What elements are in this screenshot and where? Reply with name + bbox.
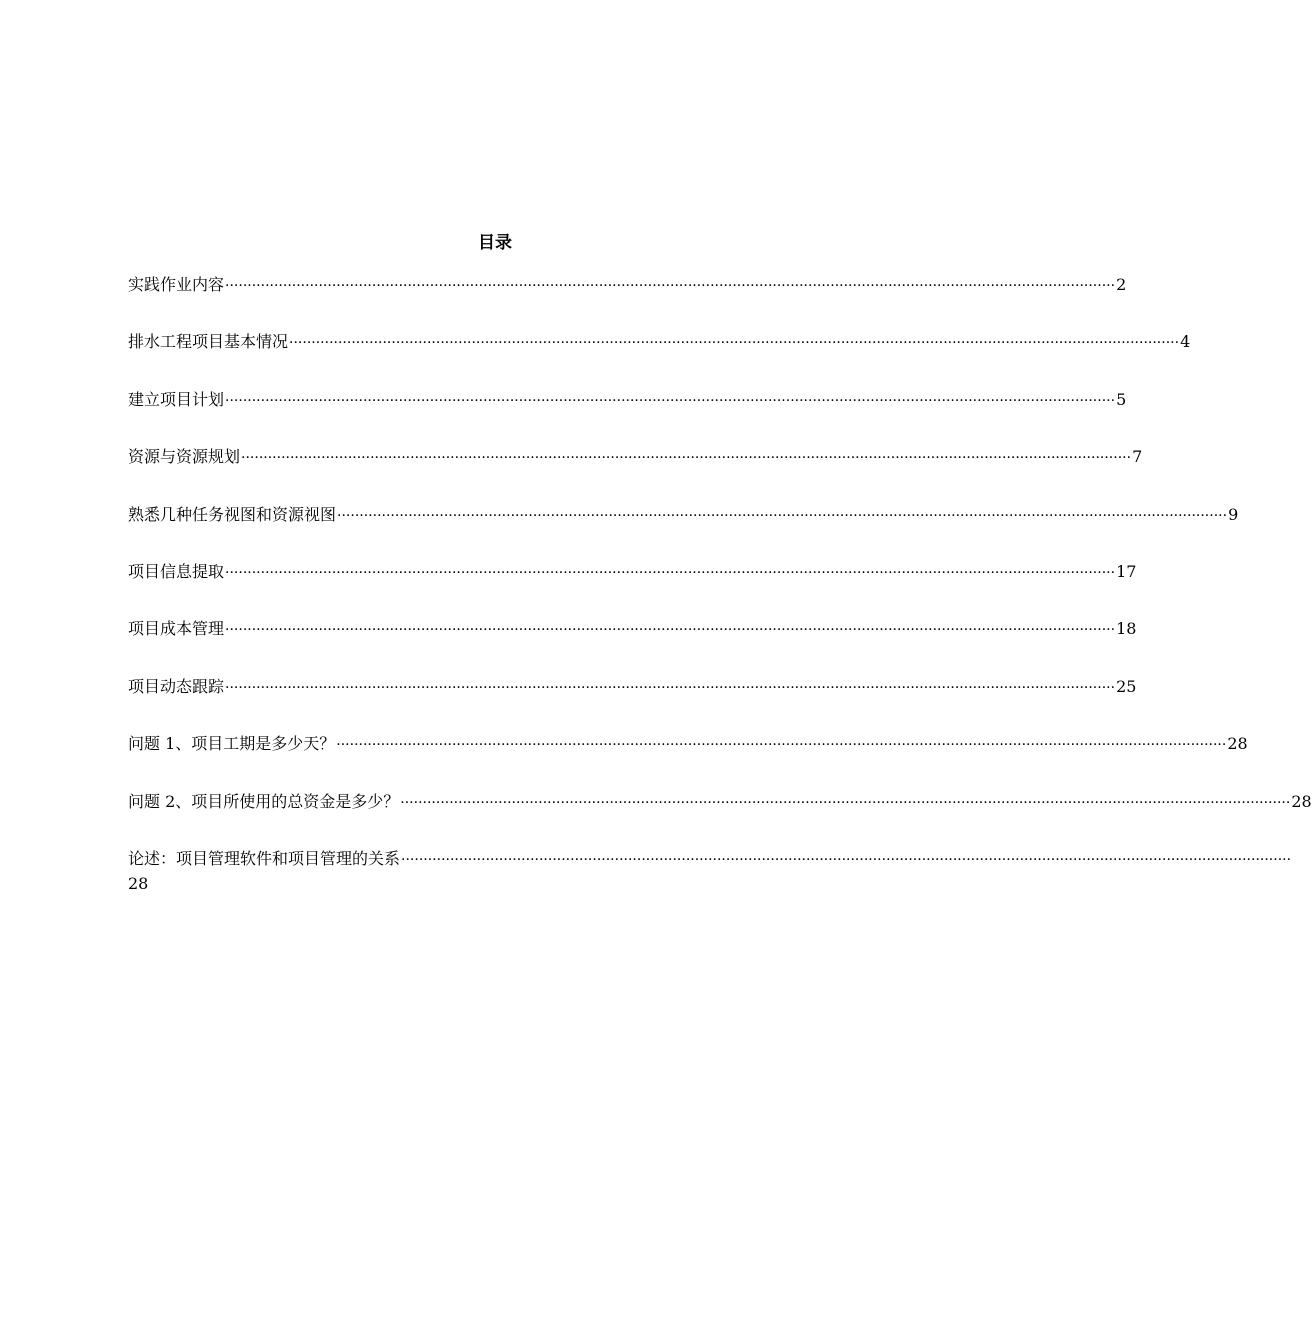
toc-entry[interactable] (128, 559, 1137, 616)
toc-entry[interactable] (128, 387, 1127, 444)
toc-entry-label: 项目信息提取 (128, 561, 225, 581)
toc-entry-line (128, 846, 1292, 873)
toc-list (128, 272, 1312, 895)
toc-entry[interactable] (128, 731, 1248, 788)
toc-entry[interactable] (128, 616, 1137, 673)
toc-entry-page: 9 (1228, 504, 1239, 524)
toc-entry-label: 资源与资源规划 (128, 447, 241, 467)
toc-entry-page: 7 (1132, 447, 1143, 467)
dot-leader: ········································································································································································································ (400, 794, 1291, 811)
dot-leader: ········································································································································································································ (401, 851, 1292, 868)
toc-entry[interactable] (128, 329, 1191, 386)
toc-title: 目录 (478, 233, 512, 253)
dot-leader: ········································································································································································································ (225, 564, 1116, 581)
toc-entry[interactable] (128, 674, 1137, 731)
toc-entry-label: 论述：项目管理软件和项目管理的关系 (128, 848, 401, 868)
dot-leader: ········································································································································································································ (241, 450, 1132, 467)
toc-entry-page: 25 (1116, 676, 1137, 696)
toc-entry-page: 28 (128, 873, 149, 893)
dot-leader: ········································································································································································································ (225, 392, 1116, 409)
toc-entry-page: 18 (1116, 619, 1137, 639)
dot-leader: ········································································································································································································ (289, 335, 1180, 352)
toc-entry[interactable] (128, 502, 1239, 559)
toc-entry-label: 建立项目计划 (128, 389, 225, 409)
toc-entry-label: 实践作业内容 (128, 275, 225, 294)
dot-leader: ········································································································································································································ (225, 622, 1116, 639)
toc-entry-label: 熟悉几种任务视图和资源视图 (128, 504, 337, 524)
toc-entry[interactable] (128, 789, 1312, 846)
toc-entry-label: 排水工程项目基本情况 (128, 332, 289, 352)
dot-leader: ········································································································································································································ (337, 507, 1228, 524)
toc-entry[interactable] (128, 846, 1292, 895)
toc-entry-label: 项目动态跟踪 (128, 676, 225, 696)
toc-entry-page: 2 (1116, 275, 1127, 294)
dot-leader: ········································································································································································································ (336, 737, 1227, 754)
toc-entry-page: 4 (1180, 332, 1191, 352)
toc-entry[interactable] (128, 444, 1143, 501)
dot-leader: ········································································································································································································ (225, 278, 1116, 294)
toc-entry-page: 28 (1291, 791, 1312, 811)
toc-entry-page: 5 (1116, 389, 1127, 409)
toc-entry[interactable] (128, 272, 1127, 329)
toc-entry-label: 问题 2、项目所使用的总资金是多少？ (128, 791, 400, 811)
toc-entry-page: 28 (1227, 734, 1248, 754)
toc-entry-label: 项目成本管理 (128, 619, 225, 639)
toc-entry-label: 问题 1、项目工期是多少天？ (128, 734, 336, 754)
toc-entry-page: 17 (1116, 561, 1137, 581)
dot-leader: ········································································································································································································ (225, 679, 1116, 696)
